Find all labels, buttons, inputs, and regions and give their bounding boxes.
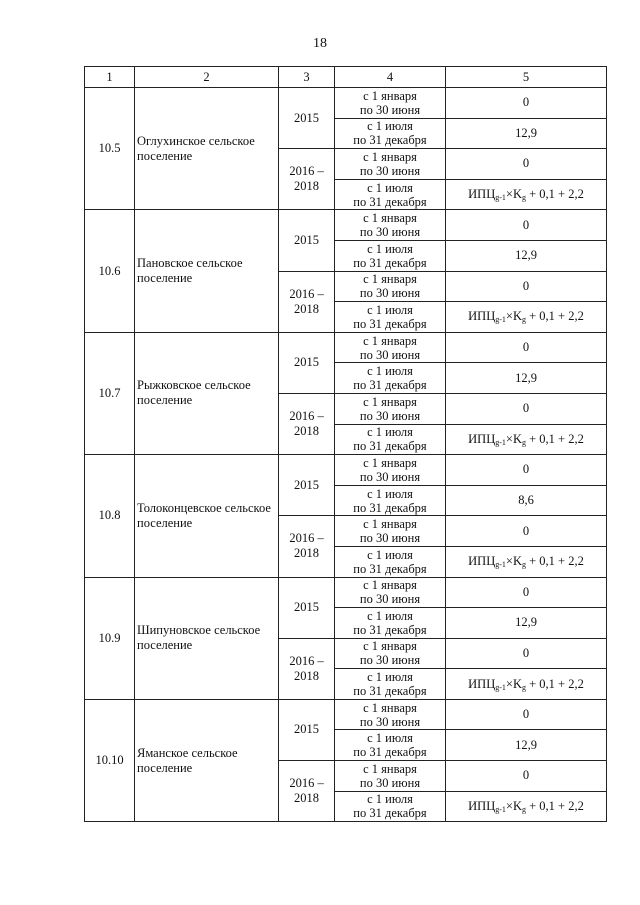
period-cell — [335, 730, 446, 761]
value-cell: 0 — [446, 638, 607, 669]
period-from: с 1 января — [363, 394, 417, 409]
formula-cell — [446, 791, 607, 822]
value-cell: 0 — [446, 210, 607, 241]
period-to: по 31 декабря — [353, 133, 427, 148]
table-row — [85, 88, 607, 119]
period-to: по 31 декабря — [353, 745, 427, 760]
formula-tail: + 0,1 + 2,2 — [525, 554, 584, 569]
row-number-cell: 10.6 — [85, 210, 135, 332]
year-label: 2015 — [294, 355, 319, 370]
year-label: 2015 — [294, 232, 319, 247]
year-label: 2016 – — [289, 531, 324, 546]
period-to: по 30 июня — [359, 163, 421, 178]
value-cell: 0 — [446, 393, 607, 424]
period-from: с 1 января — [363, 517, 417, 532]
year-label: 2016 – — [289, 164, 324, 179]
formula-cell — [446, 424, 607, 455]
year-label: 2016 – — [289, 409, 324, 424]
year-label: 2016 – — [289, 776, 324, 791]
value-cell: 0 — [446, 455, 607, 486]
settlement-name-cell: Оглухинское сельское поселение — [135, 88, 279, 210]
period-to: по 30 июня — [359, 714, 421, 729]
period-to: по 30 июня — [359, 286, 421, 301]
period-cell — [335, 455, 446, 486]
value-cell: 12,9 — [446, 608, 607, 639]
formula-subscript-g: g — [521, 193, 526, 203]
period-from: с 1 января — [363, 761, 417, 776]
period-to: по 31 декабря — [353, 561, 427, 576]
period-to: по 30 июня — [359, 102, 421, 117]
year-cell — [279, 699, 335, 760]
period-from: с 1 июля — [367, 241, 413, 256]
formula-cell — [446, 546, 607, 577]
settlement-name-cell: Толоконцевское сельское поселение — [135, 455, 279, 577]
settlement-name-cell: Яманское сельское поселение — [135, 699, 279, 821]
formula-subscript: g-1 — [495, 437, 506, 447]
year-label: 2015 — [294, 600, 319, 615]
formula-cell — [446, 302, 607, 333]
year-cell — [279, 332, 335, 393]
period-from: с 1 июля — [367, 731, 413, 746]
row-number-cell: 10.10 — [85, 699, 135, 821]
period-to: по 31 декабря — [353, 806, 427, 821]
period-cell — [335, 577, 446, 608]
year-cell — [279, 393, 335, 454]
settlement-name-cell: Шипуновское сельское поселение — [135, 577, 279, 699]
period-cell — [335, 240, 446, 271]
period-from: с 1 июля — [367, 670, 413, 685]
year-end-label: 2018 — [294, 791, 319, 806]
period-cell — [335, 332, 446, 363]
value-cell: 8,6 — [446, 485, 607, 516]
formula-subscript-g: g — [521, 315, 526, 325]
formula-multiplier: ×K — [505, 798, 522, 813]
year-label: 2016 – — [289, 286, 324, 301]
table-row — [85, 455, 607, 486]
formula-tail: + 0,1 + 2,2 — [525, 676, 584, 691]
formula-multiplier: ×K — [505, 187, 522, 202]
period-from: с 1 января — [363, 88, 417, 103]
value-cell: 0 — [446, 577, 607, 608]
period-to: по 31 декабря — [353, 316, 427, 331]
page-number: 18 — [313, 36, 327, 51]
formula-tail: + 0,1 + 2,2 — [525, 187, 584, 202]
value-cell: 0 — [446, 149, 607, 180]
year-cell — [279, 638, 335, 699]
period-cell — [335, 669, 446, 700]
period-cell — [335, 699, 446, 730]
period-cell — [335, 393, 446, 424]
row-number-cell: 10.8 — [85, 455, 135, 577]
period-to: по 31 декабря — [353, 378, 427, 393]
year-end-label: 2018 — [294, 546, 319, 561]
year-cell — [279, 210, 335, 271]
formula-main: ИПЦ — [468, 309, 496, 324]
year-end-label: 2018 — [294, 179, 319, 194]
header-col-4: 4 — [335, 67, 446, 88]
formula-tail: + 0,1 + 2,2 — [525, 798, 584, 813]
year-label: 2015 — [294, 722, 319, 737]
period-cell — [335, 424, 446, 455]
year-label: 2016 – — [289, 653, 324, 668]
period-cell — [335, 363, 446, 394]
period-to: по 30 июня — [359, 592, 421, 607]
tariff-table-body — [85, 67, 607, 822]
header-col-1: 1 — [85, 67, 135, 88]
formula-subscript-g: g — [521, 437, 526, 447]
period-to: по 30 июня — [359, 347, 421, 362]
period-to: по 31 декабря — [353, 255, 427, 270]
formula-subscript: g-1 — [495, 315, 506, 325]
tariff-table — [84, 66, 607, 822]
period-cell — [335, 485, 446, 516]
year-cell — [279, 577, 335, 638]
period-to: по 31 декабря — [353, 500, 427, 515]
period-from: с 1 января — [363, 272, 417, 287]
formula-main: ИПЦ — [468, 554, 496, 569]
formula-multiplier: ×K — [505, 431, 522, 446]
value-cell: 12,9 — [446, 730, 607, 761]
formula-subscript: g-1 — [495, 560, 506, 570]
period-from: с 1 января — [363, 639, 417, 654]
period-to: по 30 июня — [359, 225, 421, 240]
period-from: с 1 июля — [367, 608, 413, 623]
value-cell: 0 — [446, 271, 607, 302]
table-row — [85, 699, 607, 730]
header-row — [85, 67, 607, 88]
period-from: с 1 января — [363, 578, 417, 593]
formula-tail: + 0,1 + 2,2 — [525, 431, 584, 446]
period-to: по 31 декабря — [353, 684, 427, 699]
formula-subscript-g: g — [521, 804, 526, 814]
period-to: по 31 декабря — [353, 622, 427, 637]
formula-main: ИПЦ — [468, 431, 496, 446]
value-cell: 0 — [446, 699, 607, 730]
table-row — [85, 210, 607, 241]
year-cell — [279, 149, 335, 210]
year-cell — [279, 761, 335, 822]
period-cell — [335, 149, 446, 180]
year-end-label: 2018 — [294, 668, 319, 683]
formula-tail: + 0,1 + 2,2 — [525, 309, 584, 324]
formula-subscript: g-1 — [495, 193, 506, 203]
year-cell — [279, 516, 335, 577]
value-cell: 12,9 — [446, 118, 607, 149]
period-to: по 31 декабря — [353, 439, 427, 454]
formula-main: ИПЦ — [468, 187, 496, 202]
period-from: с 1 января — [363, 455, 417, 470]
period-cell — [335, 608, 446, 639]
period-to: по 30 июня — [359, 408, 421, 423]
period-cell — [335, 179, 446, 210]
year-end-label: 2018 — [294, 424, 319, 439]
table-row — [85, 577, 607, 608]
value-cell: 0 — [446, 761, 607, 792]
header-col-2: 2 — [135, 67, 279, 88]
year-label: 2015 — [294, 110, 319, 125]
value-cell: 12,9 — [446, 240, 607, 271]
formula-subscript: g-1 — [495, 682, 506, 692]
value-cell: 0 — [446, 88, 607, 119]
header-col-3: 3 — [279, 67, 335, 88]
period-from: с 1 января — [363, 149, 417, 164]
period-cell — [335, 210, 446, 241]
formula-multiplier: ×K — [505, 309, 522, 324]
value-cell: 12,9 — [446, 363, 607, 394]
settlement-name-cell: Пановское сельское поселение — [135, 210, 279, 332]
formula-subscript-g: g — [521, 682, 526, 692]
period-cell — [335, 761, 446, 792]
formula-cell — [446, 669, 607, 700]
period-from: с 1 июля — [367, 364, 413, 379]
period-to: по 31 декабря — [353, 194, 427, 209]
period-to: по 30 июня — [359, 653, 421, 668]
period-from: с 1 января — [363, 333, 417, 348]
formula-subscript-g: g — [521, 560, 526, 570]
period-cell — [335, 88, 446, 119]
year-cell — [279, 271, 335, 332]
value-cell: 0 — [446, 516, 607, 547]
period-cell — [335, 302, 446, 333]
formula-cell — [446, 179, 607, 210]
period-cell — [335, 546, 446, 577]
formula-main: ИПЦ — [468, 676, 496, 691]
period-to: по 30 июня — [359, 775, 421, 790]
year-cell — [279, 455, 335, 516]
period-to: по 30 июня — [359, 469, 421, 484]
period-from: с 1 июля — [367, 180, 413, 195]
value-cell: 0 — [446, 332, 607, 363]
period-cell — [335, 516, 446, 547]
period-from: с 1 июля — [367, 547, 413, 562]
period-cell — [335, 118, 446, 149]
period-cell — [335, 638, 446, 669]
period-from: с 1 января — [363, 211, 417, 226]
period-from: с 1 июля — [367, 425, 413, 440]
header-col-5: 5 — [446, 67, 607, 88]
year-cell — [279, 88, 335, 149]
formula-multiplier: ×K — [505, 554, 522, 569]
period-cell — [335, 271, 446, 302]
period-to: по 30 июня — [359, 531, 421, 546]
settlement-name-cell: Рыжковское сельское поселение — [135, 332, 279, 454]
row-number-cell: 10.9 — [85, 577, 135, 699]
period-from: с 1 июля — [367, 486, 413, 501]
row-number-cell: 10.7 — [85, 332, 135, 454]
year-end-label: 2018 — [294, 301, 319, 316]
table-row — [85, 332, 607, 363]
period-cell — [335, 791, 446, 822]
period-from: с 1 января — [363, 700, 417, 715]
period-from: с 1 июля — [367, 119, 413, 134]
year-label: 2015 — [294, 477, 319, 492]
row-number-cell: 10.5 — [85, 88, 135, 210]
period-from: с 1 июля — [367, 792, 413, 807]
period-from: с 1 июля — [367, 302, 413, 317]
formula-main: ИПЦ — [468, 798, 496, 813]
formula-multiplier: ×K — [505, 676, 522, 691]
formula-subscript: g-1 — [495, 804, 506, 814]
